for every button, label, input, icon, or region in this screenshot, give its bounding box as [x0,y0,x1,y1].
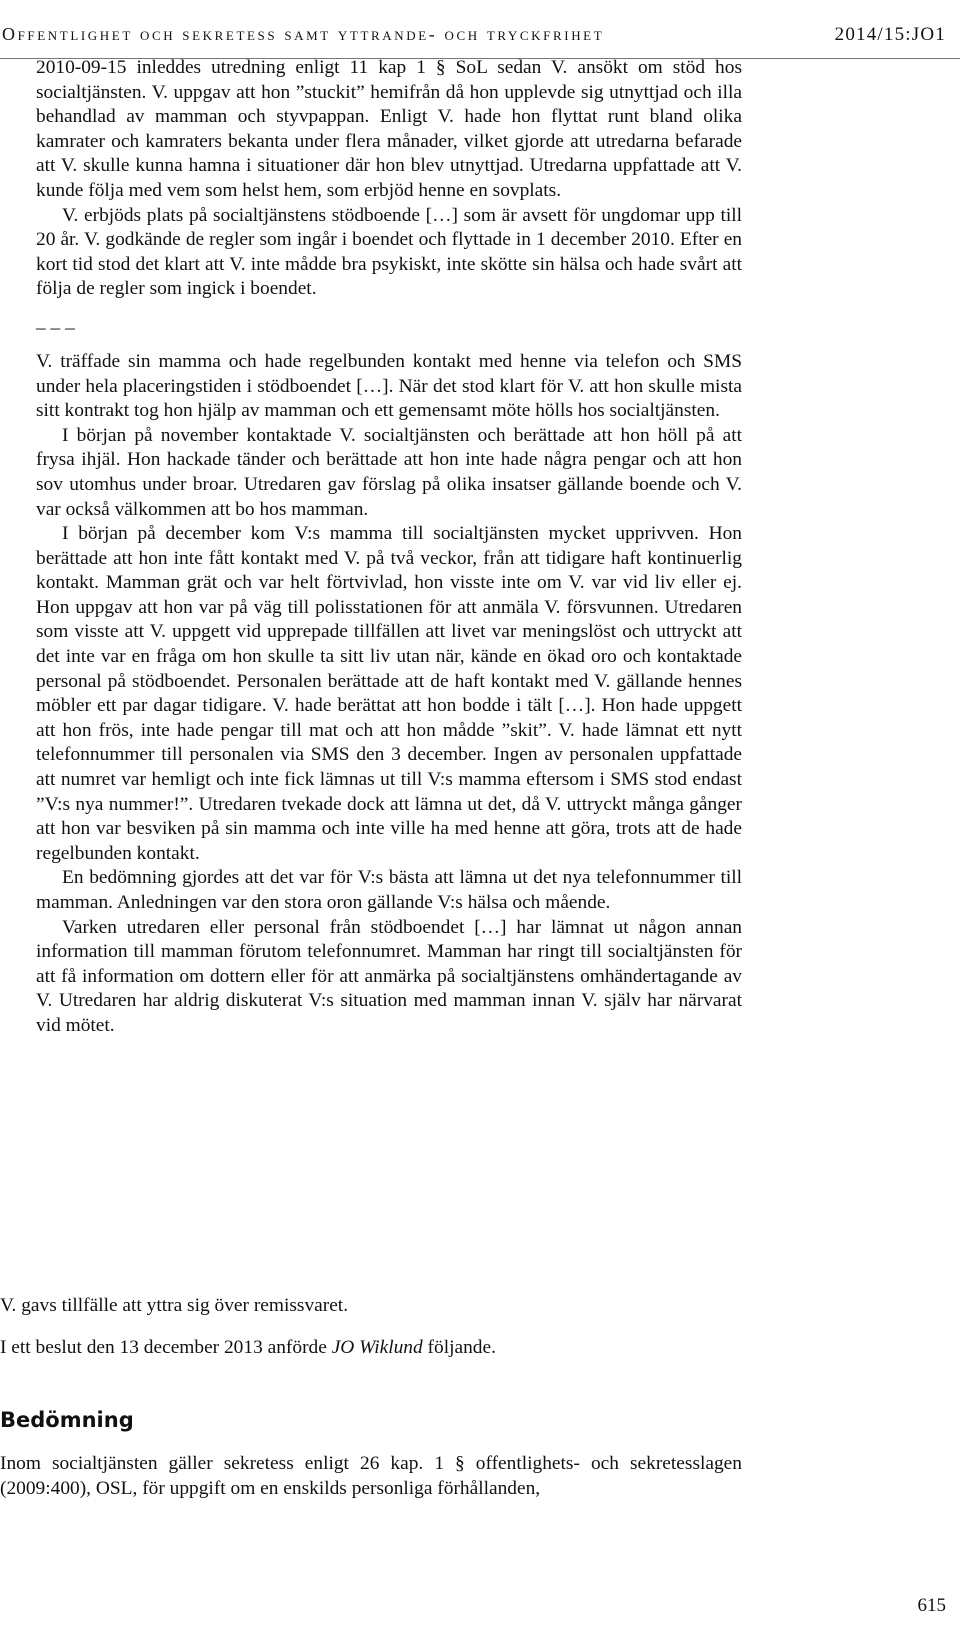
body-text-line: V. gavs tillfälle att yttra sig över remissvaret. [0,1295,349,1316]
body-paragraph [0,1336,740,1361]
header-report-id: 2014/15:JO1 [834,24,946,45]
section-heading: Bedömning [0,1408,134,1432]
omission-separator: _ _ _ [36,310,75,332]
running-header [0,24,960,54]
quote-paragraph: V. erbjöds plats på socialtjänstens stödboende […] som är avsett för ungdomar upp till 20 år. V. godkände de regler som ingår i boendet och flyttade in 1 december 2010. Efter en kort tid stod det klart att V. inte mådde bra psykiskt, inte skötte sin hälsa och hade svårt att följa de regler som ingick i boendet. [36,204,742,300]
quote-paragraph: I början på december kom V:s mamma till socialtjänsten mycket upprivven. Hon berättade att hon inte fått kontakt med V. på två veckor, från att tidigare haft kontinuerlig kontakt. Mamman grät och var helt förtvivlad, hon visste inte om V. var vid liv eller ej. Hon uppgav att hon var på väg till polisstationen för att anmäla V. försvunnen. Utredaren som visste att V. uppgett vid upprepade tillfällen att livet var meningslöst och uttryckt att det inte var en fråga om hon skulle ta sitt liv utan när, kände en ökad oro och kontaktade personal på stödboendet. Personalen berättade att de haft kontakt med V. gällande hennes möbler ett par dagar tidigare. V. hade berättat att hon bodde i tält […]. Hon hade uppgett att hon frös, inte hade pengar till mat och att hon mådde ”skit”. V. hade lämnat ett nytt telefonnummer till personalen via SMS den 3 december. Ingen av personalen uppfattade att numret var hemligt och inte fick lämnas ut till V:s mamma eftersom i SMS stod endast ”V:s nya nummer!”. Utredaren tvekade dock att lämna ut det, då V. uttryckt många gånger att hon var besviken på sin mamma och inte ville ha med henne att göra, trots att de hade regelbunden kontakt. [36,523,742,864]
quote-paragraph: Varken utredaren eller personal från stödboendet […] har lämnat ut någon annan information till mamman förutom telefonnumret. Mamman har ringt till socialtjänsten för att få information om dottern eller för att anmärka på socialtjänstens omhändertagande av V. Utredaren har aldrig diskuterat V:s situation med mamman innan V. själv har närvarat vid mötet. [36,916,742,1036]
body-paragraph [0,1452,742,1501]
quote-paragraph: I början på november kontaktade V. socialtjänsten och berättade att hon höll på att frysa ihjäl. Hon hackade tänder och berättade att hon inte hade några pengar och att hon sov utomhus under broar. Utredaren gav förslag på olika insatser gällande boende och V. var också välkommen att bo hos mamman. [36,424,742,520]
quote-paragraph: 2010-09-15 inleddes utredning enligt 11 kap 1 § SoL sedan V. ansökt om stöd hos socialtjänsten. V. uppgav att hon ”stuckit” hemifrån då hon upplevde sig utnyttjad och illa behandlad av mamman och styvpappan. Enligt V. hade hon flyttat runt bland olika kamrater och kamraters bekanta under flera månader, vilket gjorde att utredarna befarade att V. skulle kunna hamna i situationer där hon blev utnyttjad. Utredarna uppfattade att V. kunde följa med vem som helst hem, som erbjöd henne en sovplats. [36,57,742,201]
page-number: 615 [917,1595,946,1616]
body-paragraph [0,1294,740,1319]
header-title: Offentlighet och sekretess samt yttrande- och tryckfrihet [2,24,605,44]
body-text-line: I ett beslut den 13 december 2013 anförde JO Wiklund följande. [0,1337,496,1358]
quote-paragraph: V. träffade sin mamma och hade regelbunden kontakt med henne via telefon och SMS under hela placeringstiden i stödboendet […]. När det stod klart för V. att hon skulle mista sitt kontrakt tog hon hjälp av mamman och ett gemensamt möte hölls hos socialtjänsten. [36,350,742,422]
body-text-line: Inom socialtjänsten gäller sekretess enligt 26 kap. 1 § offentlighets- och sekretesslagen (2009:400), OSL, för uppgift om en enskilds personliga förhållanden, [0,1453,742,1499]
jo-name: JO Wiklund [331,1337,423,1358]
quoted-remissvar [36,56,742,1039]
quote-paragraph: En bedömning gjordes att det var för V:s bästa att lämna ut det nya telefonnummer till mamman. Anledningen var den stora oron gällande V:s hälsa och mående. [36,867,742,913]
